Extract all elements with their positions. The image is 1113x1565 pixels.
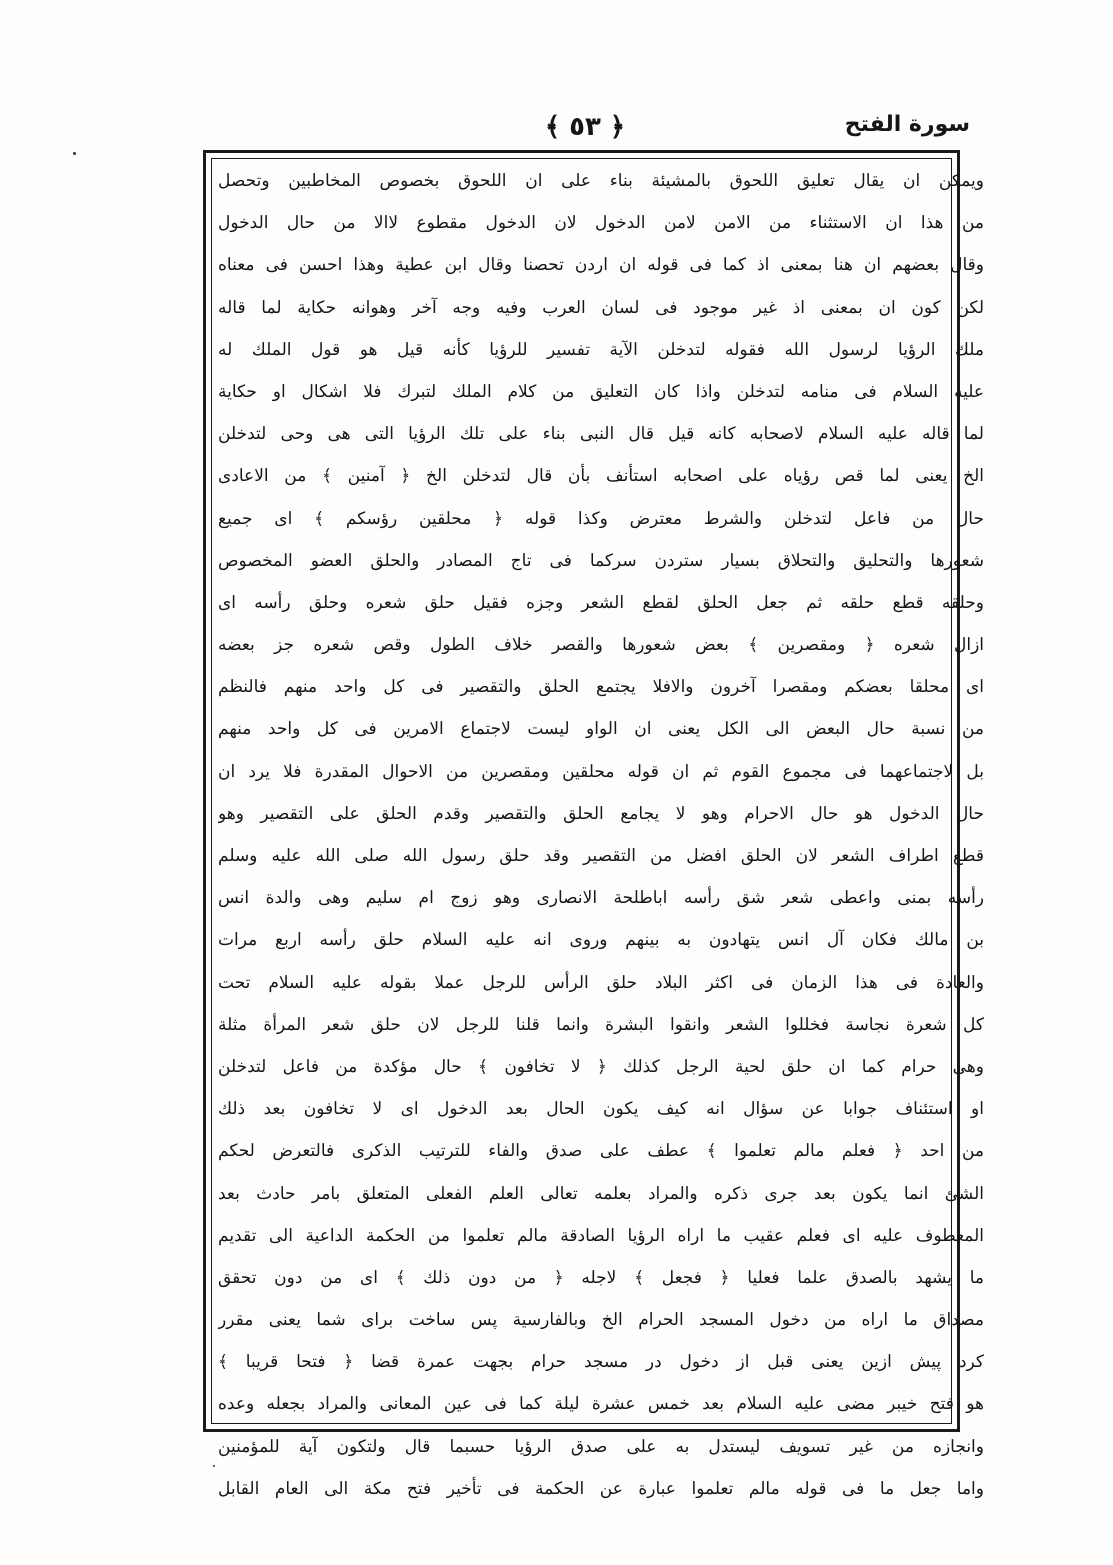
text-line: الشئ انما يكون بعد جرى ذكره والمراد بعلمه تعالى العلم الفعلى المتعلق بامر حادث بعد: [218, 1183, 984, 1204]
text-line: من احد ﴿ فعلم مالم تعلموا ﴾ عطف على صدق والفاء للترتيب الذكرى فالتعرض لحكم: [218, 1141, 984, 1162]
text-line: بل لاجتماعهما فى مجموع القوم ثم ان قوله محلقين ومقصرين من الاحوال المقدرة فلا يرد ان: [218, 761, 984, 782]
text-line: عليه السلام فى منامه لتدخلن واذا كان التعليق من كلام الملك لتبرك فلا اشكال او حكاية: [218, 381, 984, 402]
text-line: او استئناف جوابا عن سؤال انه كيف يكون الحال بعد الدخول اى لا تخافون بعد ذلك: [218, 1099, 984, 1120]
body-text: [218, 160, 984, 1499]
text-line: لكن كون ان بمعنى اذ غير موجود فى لسان العرب وفيه وجه آخر وهوانه حكاية لما قاله: [218, 297, 984, 318]
text-line: من هذا ان الاستثناء من الامن لامن الدخول لان الدخول مقطوع لاالا من حال الدخول: [218, 213, 984, 234]
text-line: وقال بعضهم ان هنا بمعنى اذ كما فى قوله ان اردن تحصنا وقال ابن عطية وهذا احسن فى معناه: [218, 255, 984, 276]
text-line: ما يشهد بالصدق علما فعليا ﴿ فجعل ﴾ لاجله ﴿ من دون ذلك ﴾ اى من دون تحقق: [218, 1267, 984, 1288]
text-line: رأسه بمنى واعطى شعر شق رأسه اباطلحة الانصارى وهو زوج ام سليم وهى والدة انس: [218, 888, 984, 909]
text-line: بن مالك فكان آل انس يتهادون به بينهم وروى انه عليه السلام حلق رأسه اربع مرات: [218, 930, 984, 951]
page-number: ﴿ ٥٣ ﴾: [544, 112, 626, 142]
text-line: ويمكن ان يقال تعليق اللحوق بالمشيئة بناء على ان اللحوق بخصوص المخاطبين وتحصل: [218, 171, 984, 191]
text-line: ازال شعره ﴿ ومقصرين ﴾ بعض شعورها والقصر خلاف الطول وقص شعره جز بعضه: [218, 635, 984, 656]
text-line: من نسبة حال البعض الى الكل يعنى ان الواو ليست لاجتماع الامرين فى كل واحد منهم: [218, 719, 984, 740]
text-line: وانجازه من غير تسويف ليستدل به على صدق الرؤيا حسبما قال ولتكون آية للمؤمنين: [218, 1436, 984, 1457]
text-line: حال الدخول هو حال الاحرام وهو لا يجامع الحلق والتقصير وقدم الحلق على التقصير وهو: [218, 803, 984, 824]
text-line: لما قاله عليه السلام لاصحابه كانه قيل قال النبى بناء على تلك الرؤيا التى هى وحى لتدخلن: [218, 424, 984, 445]
stray-mark: [213, 1465, 215, 1467]
text-line: اى محلقا بعضكم ومقصرا آخرون والافلا يجتمع الحلق والتقصير فى كل واحد منهم فالنظم: [218, 677, 984, 698]
page-header: [200, 112, 970, 146]
text-line: المعطوف عليه اى فعلم عقيب ما اراه الرؤيا الصادقة مالم تعلموا من الحكمة الداعية الى تقديم: [218, 1225, 984, 1246]
text-line: واما جعل ما فى قوله مالم تعلموا عبارة عن الحكمة فى تأخير فتح مكة الى العام القابل: [218, 1478, 984, 1499]
stray-mark: [73, 152, 76, 155]
text-line: ملك الرؤيا لرسول الله فقوله لتدخلن الآية تفسير للرؤيا كأنه قيل هو قول الملك له: [218, 339, 984, 360]
text-line: قطع اطراف الشعر لان الحلق افضل من التقصير وقد حلق رسول الله صلى الله عليه وسلم: [218, 846, 984, 866]
text-line: حال من فاعل لتدخلن والشرط معترض وكذا قوله ﴿ محلقين رؤسكم ﴾ اى جميع: [218, 508, 984, 529]
text-line: شعورها والتحليق والتحلاق بسيار ستردن سركما فى تاج المصادر والحلق العضو المخصوص: [218, 550, 984, 571]
text-line: وحلقه قطع حلقه ثم جعل الحلق لقطع الشعر وجزه فقيل حلق شعره وحلق رأسه اى: [218, 592, 984, 613]
text-line: هو فتح خيبر مضى عليه السلام بعد خمس عشرة ليلة كما فى عين المعانى والمراد بجعله وعده: [218, 1394, 984, 1415]
text-line: مصداق ما اراه من دخول المسجد الحرام الخ وبالفارسية پس ساخت براى شما يعنى مقرر: [218, 1310, 984, 1331]
text-line: كرد پيش ازين يعنى قبل از دخول در مسجد حرام بجهت عمرة قضا ﴿ فتحا قريبا ﴾: [218, 1352, 984, 1373]
text-line: كل شعرة نجاسة فخللوا الشعر وانقوا البشرة وانما قلنا للرجل لان حلق شعر المرأة مثلة: [218, 1014, 984, 1035]
text-line: وهى حرام كما ان حلق لحية الرجل كذلك ﴿ لا تخافون ﴾ حال مؤكدة من فاعل لتدخلن: [218, 1056, 984, 1077]
text-line: الخ يعنى لما قص رؤياه على اصحابه استأنف بأن قال لتدخلن الخ ﴿ آمنين ﴾ من الاعادى: [218, 466, 984, 487]
surah-title: سورة الفتح: [844, 112, 970, 137]
text-line: والعادة فى هذا الزمان فى اكثر البلاد حلق الرأس للرجل عملا بقوله عليه السلام تحت: [218, 972, 984, 993]
